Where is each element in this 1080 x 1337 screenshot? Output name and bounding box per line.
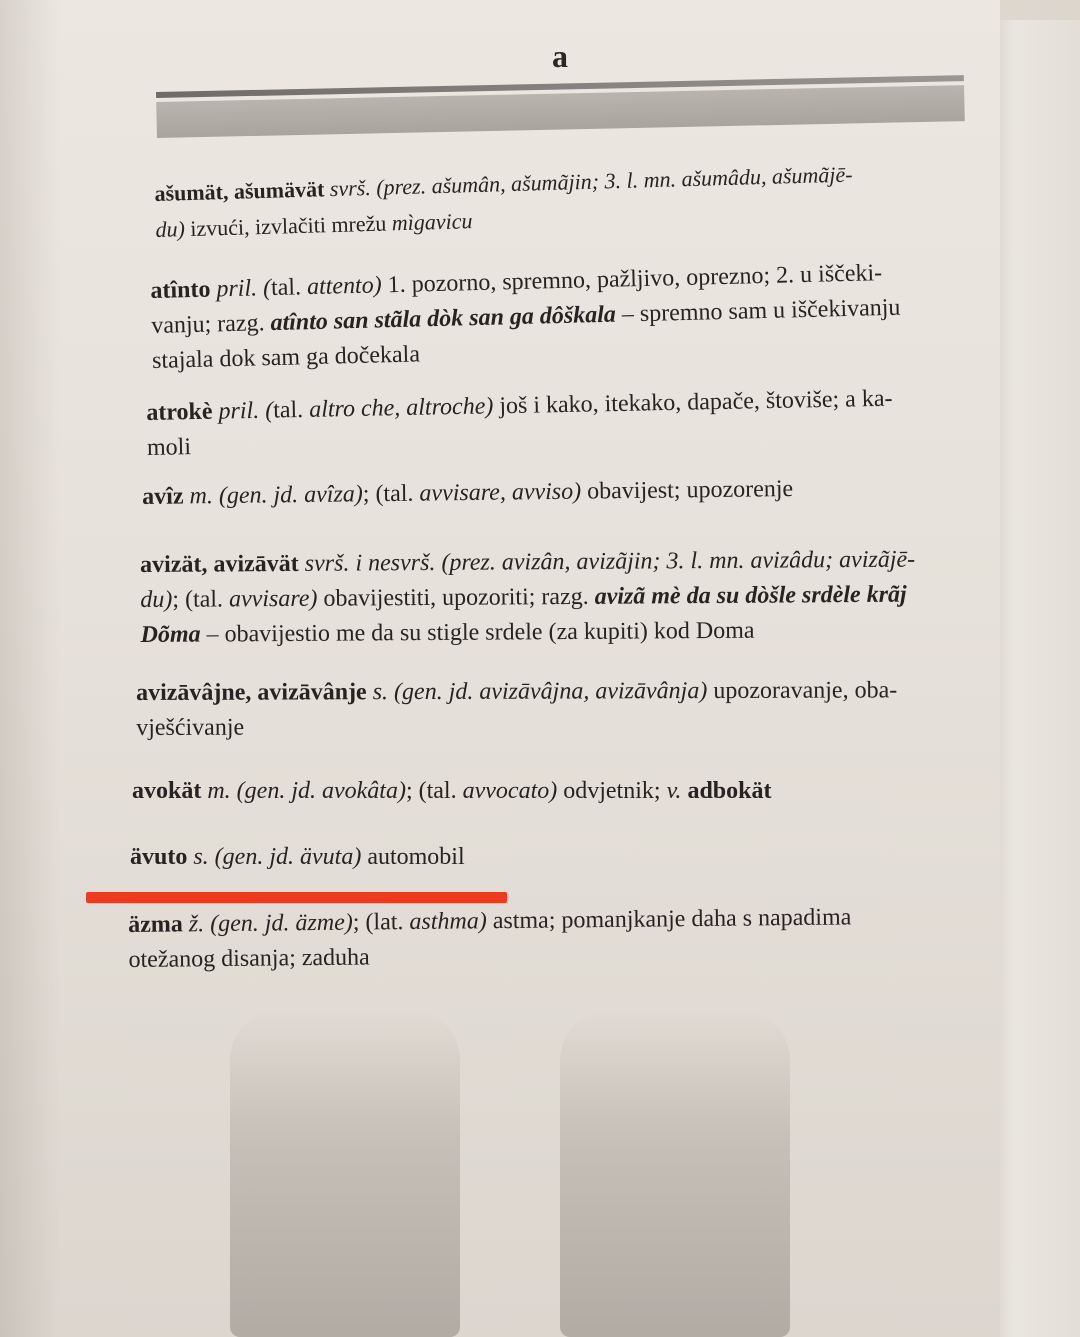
entry-avizat bbox=[140, 542, 991, 653]
grammar-info: s. (gen. jd. ävuta) bbox=[187, 844, 362, 870]
language-tag: tal. bbox=[272, 396, 310, 424]
section-letter: a bbox=[552, 38, 568, 74]
definition: otežanog disanja; zaduha bbox=[128, 944, 370, 973]
language-tag: ; (tal. bbox=[362, 480, 420, 508]
see-also-term: adbokät bbox=[681, 778, 772, 804]
definition: odvjetnik; bbox=[557, 778, 667, 804]
example-translation: – obavijestio me da su stigle srdele (za kupiti) kod Doma bbox=[200, 617, 755, 648]
etymology: attento) bbox=[306, 272, 382, 301]
entry-line bbox=[130, 840, 980, 875]
entry-line bbox=[140, 542, 990, 583]
headword: avîz bbox=[142, 483, 184, 510]
entry-atroke bbox=[146, 380, 997, 466]
see-also-marker: v. bbox=[666, 778, 682, 804]
etymology: avvisare, avviso) bbox=[419, 478, 582, 507]
grammar-info: pril. ( bbox=[210, 275, 272, 303]
grammar-info: ž. (gen. jd. äzme) bbox=[182, 909, 353, 938]
entry-line bbox=[140, 612, 990, 653]
entry-avokat bbox=[132, 774, 982, 809]
language-tag: ; (tal. bbox=[172, 586, 230, 613]
example: mìgavicu bbox=[391, 208, 473, 236]
definition: astma; pomanjkanje daha s napadima bbox=[486, 904, 852, 935]
headword: avizāvâjne, avizāvânje bbox=[136, 679, 367, 706]
example-phrase: Dõma bbox=[140, 621, 201, 648]
headword: atînto bbox=[150, 276, 211, 304]
entry-aviz bbox=[142, 470, 992, 515]
entry-line bbox=[128, 934, 978, 978]
language-tag: ; (lat. bbox=[352, 909, 410, 936]
entry-line bbox=[140, 577, 990, 618]
definition: obavijestiti, upozoriti; razg. bbox=[317, 583, 595, 612]
definition: vanju; razg. bbox=[150, 310, 271, 339]
definition: još i kako, itekako, dapače, štoviše; a ka- bbox=[493, 385, 893, 420]
grammar-info: svrš. (prez. ašumân, ašumãjin; 3. l. mn. ašumâdu, ašumãjē- bbox=[323, 161, 853, 202]
grammar-info: pril. ( bbox=[212, 397, 274, 425]
entry-line bbox=[136, 673, 986, 711]
etymology: asthma) bbox=[409, 908, 487, 936]
entry-azma bbox=[128, 899, 979, 978]
definition: automobil bbox=[361, 844, 465, 870]
header-band bbox=[156, 75, 965, 138]
example-translation: stajala dok sam ga dočekala bbox=[151, 341, 421, 374]
example-phrase: avizã mè da su dòšle srdèle krãj bbox=[594, 581, 907, 610]
definition: moli bbox=[146, 434, 192, 461]
finger-shadow bbox=[560, 1010, 790, 1337]
grammar-info: m. (gen. jd. avîza) bbox=[183, 481, 363, 510]
grammar-info: svrš. i nesvrš. (prez. avizân, avizãjin; 3. l. mn. avizâdu; avizãjē- bbox=[298, 546, 916, 577]
etymology: avvisare) bbox=[228, 585, 318, 613]
headword: avizät, avizāvät bbox=[140, 550, 299, 578]
finger-shadow bbox=[230, 1010, 460, 1337]
grammar-info: m. (gen. jd. avokâta) bbox=[201, 778, 406, 804]
grammar-info: du) bbox=[140, 586, 173, 613]
entry-line bbox=[142, 470, 992, 515]
grammar-info: s. (gen. jd. avizāvâjna, avizāvânja) bbox=[366, 678, 708, 706]
headword: atrokè bbox=[146, 398, 213, 426]
entry-avuto bbox=[130, 840, 980, 875]
definition: 1. pozorno, spremno, pažljivo, oprezno; 2. u iščeki- bbox=[381, 260, 883, 299]
page-gutter-shadow bbox=[0, 0, 60, 1337]
definition: upozoravanje, oba- bbox=[707, 677, 898, 705]
language-tag: tal. bbox=[270, 274, 308, 302]
entry-avizavajne bbox=[136, 673, 986, 746]
grammar-info: du) bbox=[155, 216, 186, 242]
example-translation: – spremno sam u iščekivanju bbox=[615, 294, 901, 328]
definition: vješćivanje bbox=[136, 714, 245, 741]
entry-atinto bbox=[150, 253, 1002, 379]
headword: ävuto bbox=[130, 844, 188, 870]
entry-line bbox=[132, 774, 982, 809]
example-phrase: atînto san stãla dòk san ga dôškala bbox=[270, 301, 617, 337]
headword: äzma bbox=[128, 911, 183, 938]
language-tag: ; (tal. bbox=[405, 778, 463, 804]
headword: ašumät, ašumävät bbox=[154, 176, 325, 206]
entry-asumat bbox=[154, 152, 1006, 248]
etymology: altro che, altroche) bbox=[308, 393, 494, 423]
etymology: avvocato) bbox=[462, 778, 558, 804]
definition: izvući, izvlačiti mrežu bbox=[184, 210, 393, 242]
entry-line bbox=[136, 708, 986, 746]
definition: obavijest; upozorenje bbox=[581, 476, 794, 505]
headword: avokät bbox=[132, 778, 202, 804]
red-underline-mark bbox=[86, 892, 507, 903]
